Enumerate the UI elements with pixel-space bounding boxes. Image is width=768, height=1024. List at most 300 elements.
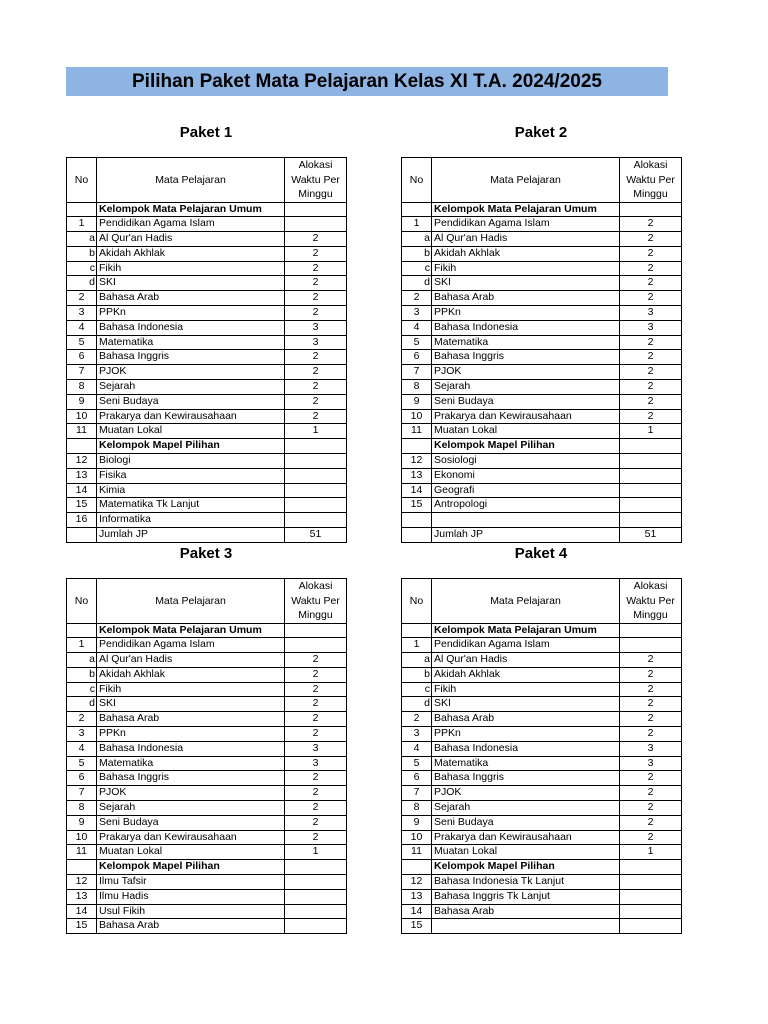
- cell-mapel: Bahasa Inggris: [432, 350, 620, 365]
- table-row: [402, 815, 682, 830]
- cell-alokasi: [285, 513, 347, 528]
- cell-mapel: PJOK: [97, 786, 285, 801]
- cell-mapel: Akidah Akhlak: [432, 246, 620, 261]
- cell-mapel: Pendidikan Agama Islam: [97, 217, 285, 232]
- cell-mapel: PPKn: [432, 727, 620, 742]
- cell-no: b: [67, 246, 97, 261]
- cell-mapel: Prakarya dan Kewirausahaan: [97, 409, 285, 424]
- cell-mapel: Fikih: [97, 261, 285, 276]
- cell-no: 15: [402, 919, 432, 934]
- table-row: [402, 682, 682, 697]
- cell-mapel: Bahasa Indonesia: [432, 741, 620, 756]
- cell-alokasi: 2: [620, 365, 682, 380]
- cell-mapel: Ilmu Tafsir: [97, 875, 285, 890]
- cell-no: 7: [402, 786, 432, 801]
- cell-no: 4: [402, 320, 432, 335]
- cell-no: 11: [67, 845, 97, 860]
- paket-title: Paket 4: [514, 545, 568, 562]
- table-row: [402, 246, 682, 261]
- table-body: [67, 202, 347, 542]
- cell-alokasi: [285, 638, 347, 653]
- cell-mapel: Matematika: [97, 756, 285, 771]
- cell-alokasi: 2: [285, 350, 347, 365]
- group-row: [67, 202, 347, 217]
- cell-no: 15: [67, 919, 97, 934]
- header-mapel: Mata Pelajaran: [432, 158, 620, 203]
- cell-no: 7: [67, 786, 97, 801]
- table-row: [402, 394, 682, 409]
- table-row: [402, 756, 682, 771]
- cell-mapel: Bahasa Inggris: [432, 771, 620, 786]
- table-row: [402, 513, 682, 528]
- table-row: [67, 335, 347, 350]
- table-body: [402, 202, 682, 542]
- cell-no: 11: [402, 845, 432, 860]
- cell-alokasi: [620, 439, 682, 454]
- cell-mapel: [432, 919, 620, 934]
- group-row: [402, 202, 682, 217]
- cell-no: 2: [402, 712, 432, 727]
- paket-2: [401, 124, 681, 543]
- cell-no: 8: [67, 380, 97, 395]
- cell-no: [402, 860, 432, 875]
- cell-mapel: Kelompok Mapel Pilihan: [432, 439, 620, 454]
- cell-no: 7: [67, 365, 97, 380]
- header-mapel: Mata Pelajaran: [432, 579, 620, 624]
- cell-mapel: Sejarah: [432, 380, 620, 395]
- cell-no: 4: [402, 741, 432, 756]
- cell-mapel: Jumlah JP: [97, 528, 285, 543]
- table-row: [402, 335, 682, 350]
- cell-alokasi: [285, 889, 347, 904]
- cell-alokasi: [620, 468, 682, 483]
- cell-mapel: Fikih: [432, 682, 620, 697]
- cell-no: 15: [67, 498, 97, 513]
- cell-no: 9: [402, 815, 432, 830]
- paket-title: Paket 3: [179, 545, 233, 562]
- cell-mapel: Sejarah: [97, 380, 285, 395]
- group-row: [402, 439, 682, 454]
- cell-mapel: Matematika Tk Lanjut: [97, 498, 285, 513]
- paket-table: [401, 157, 682, 543]
- cell-mapel: Seni Budaya: [97, 815, 285, 830]
- header-no: No: [67, 158, 97, 203]
- cell-no: a: [67, 232, 97, 247]
- group-row: [402, 860, 682, 875]
- cell-alokasi: 2: [620, 291, 682, 306]
- cell-alokasi: [620, 904, 682, 919]
- cell-no: 10: [67, 409, 97, 424]
- cell-alokasi: 2: [620, 786, 682, 801]
- cell-alokasi: 3: [285, 320, 347, 335]
- table-row: [402, 801, 682, 816]
- table-row: [67, 845, 347, 860]
- cell-no: 5: [67, 335, 97, 350]
- cell-alokasi: 2: [620, 697, 682, 712]
- cell-no: [67, 623, 97, 638]
- cell-mapel: Al Qur'an Hadis: [432, 232, 620, 247]
- cell-alokasi: 2: [620, 712, 682, 727]
- group-row: [67, 623, 347, 638]
- cell-alokasi: 3: [620, 756, 682, 771]
- table-row: [402, 786, 682, 801]
- cell-mapel: Al Qur'an Hadis: [97, 653, 285, 668]
- table-row: [402, 528, 682, 543]
- cell-mapel: Seni Budaya: [432, 394, 620, 409]
- cell-no: 12: [402, 454, 432, 469]
- table-row: [402, 889, 682, 904]
- cell-mapel: Seni Budaya: [97, 394, 285, 409]
- cell-alokasi: 2: [620, 682, 682, 697]
- cell-no: 12: [402, 875, 432, 890]
- table-row: [402, 483, 682, 498]
- cell-mapel: Kelompok Mata Pelajaran Umum: [97, 623, 285, 638]
- cell-alokasi: 2: [620, 335, 682, 350]
- table-row: [402, 454, 682, 469]
- cell-alokasi: 2: [285, 653, 347, 668]
- cell-alokasi: [285, 439, 347, 454]
- table-row: [67, 468, 347, 483]
- cell-mapel: SKI: [97, 697, 285, 712]
- table-row: [67, 528, 347, 543]
- cell-no: c: [67, 261, 97, 276]
- table-row: [67, 483, 347, 498]
- table-row: [67, 756, 347, 771]
- cell-mapel: Bahasa Indonesia: [432, 320, 620, 335]
- table-row: [402, 306, 682, 321]
- cell-mapel: SKI: [97, 276, 285, 291]
- cell-alokasi: [285, 202, 347, 217]
- cell-no: [402, 202, 432, 217]
- table-row: [67, 454, 347, 469]
- table-row: [67, 667, 347, 682]
- table-row: [67, 394, 347, 409]
- cell-alokasi: 2: [285, 246, 347, 261]
- table-row: [402, 712, 682, 727]
- table-row: [67, 246, 347, 261]
- cell-no: 3: [402, 727, 432, 742]
- cell-no: d: [67, 697, 97, 712]
- cell-alokasi: 1: [620, 845, 682, 860]
- table-row: [67, 697, 347, 712]
- table-row: [67, 380, 347, 395]
- cell-alokasi: 3: [285, 741, 347, 756]
- table-row: [402, 727, 682, 742]
- cell-alokasi: 51: [285, 528, 347, 543]
- page-title: Pilihan Paket Mata Pelajaran Kelas XI T.A. 2024/2025: [66, 67, 668, 96]
- cell-no: [67, 528, 97, 543]
- table-row: [402, 291, 682, 306]
- cell-alokasi: 2: [285, 697, 347, 712]
- cell-alokasi: 2: [620, 409, 682, 424]
- cell-mapel: Pendidikan Agama Islam: [432, 638, 620, 653]
- table-row: [67, 904, 347, 919]
- cell-mapel: PJOK: [97, 365, 285, 380]
- cell-alokasi: [285, 483, 347, 498]
- table-row: [402, 350, 682, 365]
- cell-alokasi: 2: [285, 712, 347, 727]
- cell-no: [402, 623, 432, 638]
- cell-alokasi: 2: [285, 727, 347, 742]
- header-mapel: Mata Pelajaran: [97, 579, 285, 624]
- cell-no: 3: [67, 727, 97, 742]
- table-row: [67, 261, 347, 276]
- table-row: [402, 365, 682, 380]
- cell-no: 13: [67, 468, 97, 483]
- cell-alokasi: [620, 202, 682, 217]
- cell-alokasi: 1: [620, 424, 682, 439]
- cell-no: 13: [402, 468, 432, 483]
- cell-no: 5: [402, 756, 432, 771]
- cell-mapel: Bahasa Indonesia: [97, 741, 285, 756]
- cell-alokasi: 2: [285, 291, 347, 306]
- cell-mapel: Kelompok Mata Pelajaran Umum: [97, 202, 285, 217]
- cell-mapel: Kelompok Mata Pelajaran Umum: [432, 623, 620, 638]
- cell-mapel: PPKn: [432, 306, 620, 321]
- cell-alokasi: 2: [620, 771, 682, 786]
- cell-no: 10: [67, 830, 97, 845]
- table-row: [402, 653, 682, 668]
- cell-alokasi: [620, 513, 682, 528]
- table-row: [402, 667, 682, 682]
- cell-mapel: Pendidikan Agama Islam: [432, 217, 620, 232]
- table-row: [67, 830, 347, 845]
- table-row: [402, 830, 682, 845]
- cell-mapel: Bahasa Arab: [97, 712, 285, 727]
- cell-mapel: Sejarah: [97, 801, 285, 816]
- cell-mapel: Biologi: [97, 454, 285, 469]
- table-row: [67, 682, 347, 697]
- cell-no: d: [67, 276, 97, 291]
- cell-mapel: SKI: [432, 276, 620, 291]
- cell-mapel: Ilmu Hadis: [97, 889, 285, 904]
- cell-mapel: Bahasa Inggris: [97, 771, 285, 786]
- cell-alokasi: 2: [285, 261, 347, 276]
- header-alokasi: Alokasi Waktu Per Minggu: [620, 579, 682, 624]
- cell-mapel: Kelompok Mapel Pilihan: [432, 860, 620, 875]
- cell-alokasi: 2: [285, 306, 347, 321]
- cell-no: 9: [67, 815, 97, 830]
- cell-no: a: [402, 232, 432, 247]
- cell-mapel: Matematika: [97, 335, 285, 350]
- cell-mapel: Bahasa Arab: [97, 919, 285, 934]
- cell-no: 6: [67, 771, 97, 786]
- header-no: No: [67, 579, 97, 624]
- table-row: [67, 276, 347, 291]
- cell-no: [67, 202, 97, 217]
- cell-alokasi: 2: [620, 815, 682, 830]
- cell-no: 3: [67, 306, 97, 321]
- table-header-row: [402, 158, 682, 203]
- cell-mapel: Bahasa Inggris: [97, 350, 285, 365]
- cell-alokasi: 2: [285, 801, 347, 816]
- cell-no: 4: [67, 320, 97, 335]
- cell-alokasi: [285, 875, 347, 890]
- cell-alokasi: [285, 468, 347, 483]
- table-row: [67, 350, 347, 365]
- cell-alokasi: 2: [620, 350, 682, 365]
- paket-table: [66, 157, 347, 543]
- table-row: [67, 712, 347, 727]
- cell-no: 14: [402, 483, 432, 498]
- cell-no: c: [67, 682, 97, 697]
- cell-no: 12: [67, 454, 97, 469]
- cell-alokasi: [620, 919, 682, 934]
- cell-mapel: Fisika: [97, 468, 285, 483]
- cell-no: 9: [67, 394, 97, 409]
- cell-no: b: [402, 667, 432, 682]
- table-row: [402, 498, 682, 513]
- paket-table: [401, 578, 682, 934]
- table-row: [67, 424, 347, 439]
- cell-alokasi: 2: [285, 667, 347, 682]
- cell-no: 2: [67, 291, 97, 306]
- cell-no: d: [402, 697, 432, 712]
- cell-mapel: Matematika: [432, 756, 620, 771]
- cell-alokasi: 2: [620, 727, 682, 742]
- group-row: [67, 439, 347, 454]
- cell-mapel: Akidah Akhlak: [97, 246, 285, 261]
- cell-alokasi: 2: [285, 409, 347, 424]
- cell-mapel: [432, 513, 620, 528]
- header-no: No: [402, 579, 432, 624]
- cell-alokasi: [620, 875, 682, 890]
- paket-table: [66, 578, 347, 934]
- cell-mapel: Kimia: [97, 483, 285, 498]
- table-row: [402, 741, 682, 756]
- table-row: [402, 468, 682, 483]
- table-row: [67, 727, 347, 742]
- cell-no: 8: [402, 380, 432, 395]
- cell-alokasi: 1: [285, 424, 347, 439]
- header-mapel: Mata Pelajaran: [97, 158, 285, 203]
- cell-alokasi: 2: [285, 815, 347, 830]
- table-row: [67, 365, 347, 380]
- cell-no: 1: [402, 638, 432, 653]
- cell-alokasi: [620, 889, 682, 904]
- cell-no: 5: [67, 756, 97, 771]
- group-row: [402, 623, 682, 638]
- cell-no: 16: [67, 513, 97, 528]
- cell-mapel: Al Qur'an Hadis: [432, 653, 620, 668]
- table-header-row: [67, 158, 347, 203]
- table-row: [67, 875, 347, 890]
- cell-no: [402, 528, 432, 543]
- table-row: [67, 919, 347, 934]
- paket-3: [66, 545, 346, 934]
- cell-alokasi: 3: [285, 756, 347, 771]
- cell-mapel: PJOK: [432, 786, 620, 801]
- cell-alokasi: [285, 217, 347, 232]
- cell-no: 13: [402, 889, 432, 904]
- cell-alokasi: 2: [620, 801, 682, 816]
- cell-alokasi: 2: [620, 380, 682, 395]
- cell-no: 1: [67, 217, 97, 232]
- cell-no: b: [67, 667, 97, 682]
- table-row: [402, 919, 682, 934]
- paket-title: Paket 2: [514, 124, 568, 141]
- table-row: [402, 320, 682, 335]
- paket-4: [401, 545, 681, 934]
- cell-alokasi: [620, 498, 682, 513]
- cell-no: [67, 439, 97, 454]
- cell-no: 10: [402, 830, 432, 845]
- cell-no: 11: [402, 424, 432, 439]
- cell-alokasi: 2: [620, 276, 682, 291]
- cell-alokasi: 2: [285, 276, 347, 291]
- cell-no: b: [402, 246, 432, 261]
- cell-mapel: Sosiologi: [432, 454, 620, 469]
- cell-alokasi: 2: [285, 771, 347, 786]
- cell-no: 6: [402, 350, 432, 365]
- cell-alokasi: 2: [285, 786, 347, 801]
- cell-alokasi: 2: [620, 653, 682, 668]
- cell-mapel: Bahasa Arab: [97, 291, 285, 306]
- cell-mapel: Antropologi: [432, 498, 620, 513]
- table-row: [67, 217, 347, 232]
- cell-alokasi: [285, 623, 347, 638]
- cell-mapel: Muatan Lokal: [432, 845, 620, 860]
- cell-mapel: Ekonomi: [432, 468, 620, 483]
- cell-alokasi: 3: [620, 741, 682, 756]
- cell-no: 8: [67, 801, 97, 816]
- table-header-row: [402, 579, 682, 624]
- cell-no: 11: [67, 424, 97, 439]
- cell-no: 10: [402, 409, 432, 424]
- table-row: [67, 815, 347, 830]
- cell-alokasi: [620, 483, 682, 498]
- table-row: [67, 409, 347, 424]
- cell-mapel: Seni Budaya: [432, 815, 620, 830]
- cell-alokasi: 2: [285, 232, 347, 247]
- paket-title: Paket 1: [179, 124, 233, 141]
- cell-alokasi: [620, 638, 682, 653]
- cell-no: 14: [67, 483, 97, 498]
- header-no: No: [402, 158, 432, 203]
- cell-mapel: Prakarya dan Kewirausahaan: [97, 830, 285, 845]
- cell-no: 6: [402, 771, 432, 786]
- table-row: [67, 306, 347, 321]
- cell-alokasi: 1: [285, 845, 347, 860]
- cell-mapel: Bahasa Indonesia: [97, 320, 285, 335]
- cell-mapel: Prakarya dan Kewirausahaan: [432, 409, 620, 424]
- table-row: [402, 697, 682, 712]
- cell-no: a: [402, 653, 432, 668]
- cell-alokasi: 2: [620, 232, 682, 247]
- cell-mapel: Kelompok Mapel Pilihan: [97, 439, 285, 454]
- cell-alokasi: [285, 904, 347, 919]
- table-body: [402, 623, 682, 934]
- cell-no: [402, 513, 432, 528]
- table-row: [402, 261, 682, 276]
- paket-1: [66, 124, 346, 543]
- cell-no: 7: [402, 365, 432, 380]
- cell-mapel: Jumlah JP: [432, 528, 620, 543]
- header-alokasi: Alokasi Waktu Per Minggu: [285, 579, 347, 624]
- cell-alokasi: [620, 454, 682, 469]
- cell-mapel: Muatan Lokal: [432, 424, 620, 439]
- cell-alokasi: 2: [620, 246, 682, 261]
- cell-mapel: Akidah Akhlak: [97, 667, 285, 682]
- cell-alokasi: 2: [285, 394, 347, 409]
- table-body: [67, 623, 347, 934]
- cell-no: 15: [402, 498, 432, 513]
- cell-mapel: Kelompok Mapel Pilihan: [97, 860, 285, 875]
- header-alokasi: Alokasi Waktu Per Minggu: [285, 158, 347, 203]
- cell-mapel: PPKn: [97, 727, 285, 742]
- cell-mapel: PJOK: [432, 365, 620, 380]
- cell-mapel: Kelompok Mata Pelajaran Umum: [432, 202, 620, 217]
